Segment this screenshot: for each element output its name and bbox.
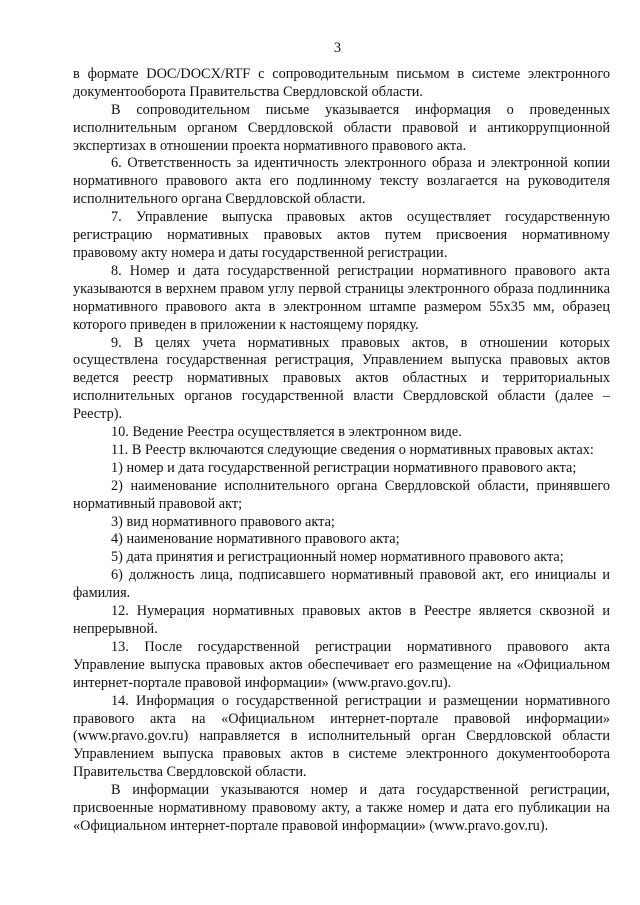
paragraph-cover-letter: В сопроводительном письме указывается информация о проведенных исполнительным органом Свердловской области правовой и антикоррупционной экспертизах в отношении проекта нормативного правового акта. — [73, 101, 610, 154]
list-item-5: 5) дата принятия и регистрационный номер нормативного правового акта; — [111, 549, 564, 566]
list-item-4: 4) наименование нормативного правового акта; — [111, 531, 400, 548]
paragraph-continuation: в формате DOC/DOCX/RTF с сопроводительным письмом в системе электронного документооборота Правительства Свердловской области. — [73, 65, 610, 100]
paragraph-item-10: 10. Ведение Реестра осуществляется в электронном виде. — [111, 424, 462, 441]
paragraph-publication-info: В информации указываются номер и дата государственной регистрации, присвоенные нормативному правовому акту, а также номер и дата его публикации на «Официальном интернет-портале правовой информации» (www.pravo.gov.ru). — [73, 782, 610, 834]
paragraph-item-8: 8. Номер и дата государственной регистрации нормативного правового акта указываются в верхнем правом углу первой страницы электронного образа подлинника нормативного правового акта в электронном штампе размером 55х35 мм, образец которого приведен в приложении к настоящему порядку. — [73, 262, 610, 333]
paragraph-item-13: 13. После государственной регистрации нормативного правового акта Управление выпуска правовых актов обеспечивает его размещение на «Официальном интернет-портале правовой информации» (www.pravo.gov.ru). — [73, 638, 610, 691]
paragraph-item-14: 14. Информация о государственной регистрации и размещении нормативного правового акта на «Официальном интернет-портале правовой информации» (www.pravo.gov.ru) направляется в исполнительный орган Свердловской области Управлением выпуска правовых актов в системе электронного документооборота Правительства Свердловской области. — [73, 692, 610, 781]
paragraph-item-9: 9. В целях учета нормативных правовых актов, в отношении которых осуществлена государственная регистрация, Управлением выпуска правовых актов ведется реестр нормативных правовых актов областных и территориальных исполнительных органов государственной власти Свердловской области (далее – Реестр). — [73, 334, 610, 423]
list-item-6: 6) должность лица, подписавшего нормативный правовой акт, его инициалы и фамилия. — [73, 567, 610, 602]
list-item-2: 2) наименование исполнительного органа Свердловской области, принявшего нормативный правовой акт; — [73, 477, 610, 512]
document-page — [73, 40, 610, 836]
paragraph-item-6: 6. Ответственность за идентичность электронного образа и электронной копии нормативного правового акта его подлинному тексту возлагается на руководителя исполнительного органа Свердловской области. — [73, 155, 610, 208]
paragraph-item-11: 11. В Реестр включаются следующие сведения о нормативных правовых актах: — [111, 441, 594, 458]
paragraph-item-7: 7. Управление выпуска правовых актов осуществляет государственную регистрацию нормативных правовых актов путем присвоения нормативному правовому акту номера и даты государственной регистрации. — [73, 209, 610, 261]
page-number: 3 — [333, 40, 342, 56]
list-item-3: 3) вид нормативного правового акта; — [111, 513, 335, 530]
paragraph-item-12: 12. Нумерация нормативных правовых актов в Реестре является сквозной и непрерывной. — [73, 603, 610, 637]
list-item-1: 1) номер и дата государственной регистрации нормативного правового акта; — [111, 459, 577, 476]
